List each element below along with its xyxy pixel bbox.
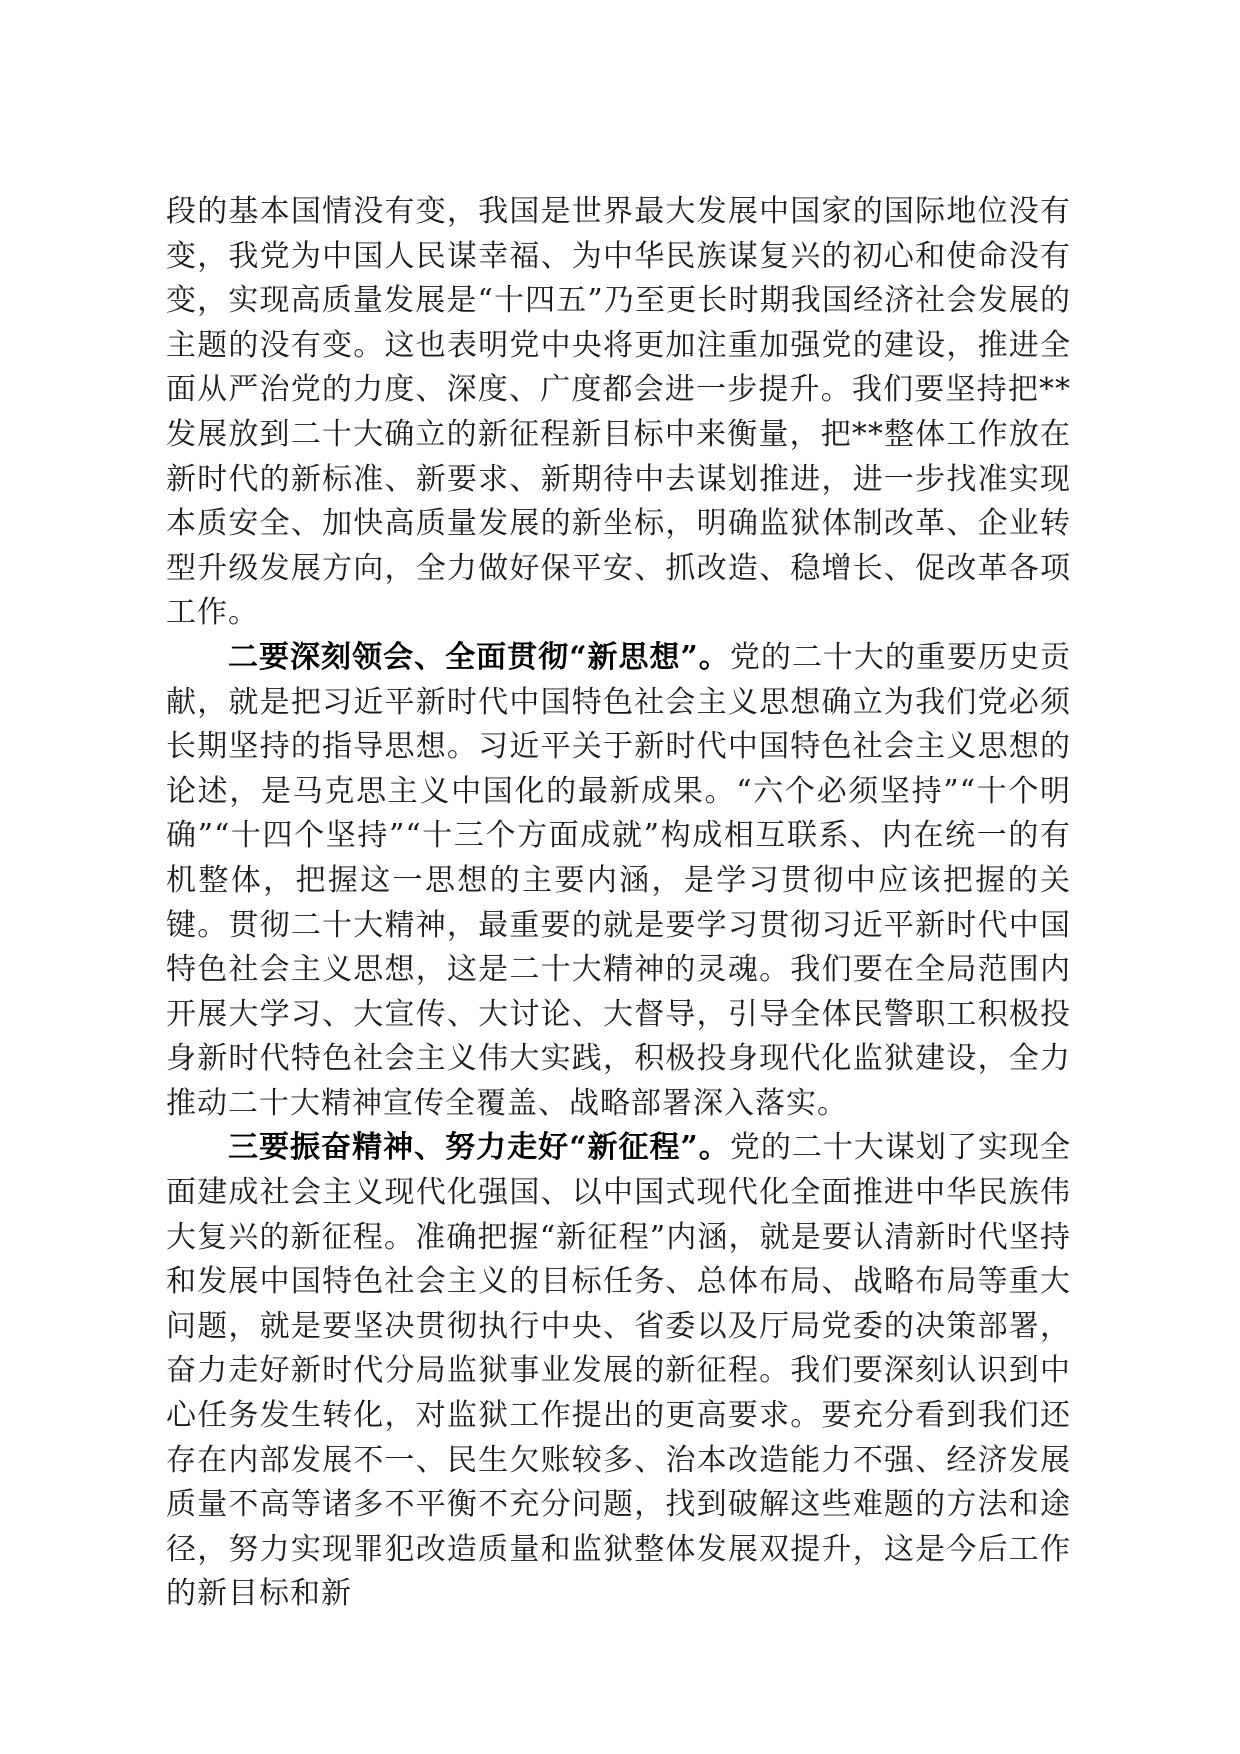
paragraph-third-point	[166, 1126, 1071, 1617]
paragraph-second-point	[166, 636, 1071, 1127]
paragraph-lead-heading: 三要振奋精神、努力走好“新征程”。	[228, 1130, 730, 1166]
paragraph-lead-heading: 二要深刻领会、全面贯彻“新思想”。	[228, 639, 730, 675]
paragraph-text: 党的二十大的重要历史贡献，就是把习近平新时代中国特色社会主义思想确立为我们党必须长期坚持的指导思想。习近平关于新时代中国特色社会主义思想的论述，是马克思主义中国化的最新成果。“六个必须坚持”“十个明确”“十四个坚持”“十三个方面成就”构成相互联系、内在统一的有机整体，把握这一思想的主要内涵，是学习贯彻中应该把握的关键。贯彻二十大精神，最重要的就是要学习贯彻习近平新时代中国特色社会主义思想，这是二十大精神的灵魂。我们要在全局范围内开展大学习、大宣传、大讨论、大督导，引导全体民警职工积极投身新时代特色社会主义伟大实践，积极投身现代化监狱建设，全力推动二十大精神宣传全覆盖、战略部署深入落实。	[166, 639, 1072, 1121]
paragraph-text: 段的基本国情没有变，我国是世界最大发展中国家的国际地位没有变，我党为中国人民谋幸福、为中华民族谋复兴的初心和使命没有变，实现高质量发展是“十四五”乃至更长时期我国经济社会发展的主题的没有变。这也表明党中央将更加注重加强党的建设，推进全面从严治党的力度、深度、广度都会进一步提升。我们要坚持把**发展放到二十大确立的新征程新目标中来衡量，把**整体工作放在新时代的新标准、新要求、新期待中去谋划推进，进一步找准实现本质安全、加快高质量发展的新坐标，明确监狱体制改革、企业转型升级发展方向，全力做好保平安、抓改造、稳增长、促改革各项工作。	[166, 194, 1071, 631]
paragraph-text: 党的二十大谋划了实现全面建成社会主义现代化强国、以中国式现代化全面推进中华民族伟大复兴的新征程。准确把握“新征程”内涵，就是要认清新时代坚持和发展中国特色社会主义的目标任务、总体布局、战略布局等重大问题，就是要坚决贯彻执行中央、省委以及厅局党委的决策部署，奋力走好新时代分局监狱事业发展的新征程。我们要深刻认识到中心任务发生转化，对监狱工作提出的更高要求。要充分看到我们还存在内部发展不一、民生欠账较多、治本改造能力不强、经济发展质量不高等诸多不平衡不充分问题，找到破解这些难题的方法和途径，努力实现罪犯改造质量和监狱整体发展双提升，这是今后工作的新目标和新	[166, 1130, 1072, 1612]
paragraph-continuation	[166, 190, 1071, 636]
body-text	[166, 190, 1071, 1617]
